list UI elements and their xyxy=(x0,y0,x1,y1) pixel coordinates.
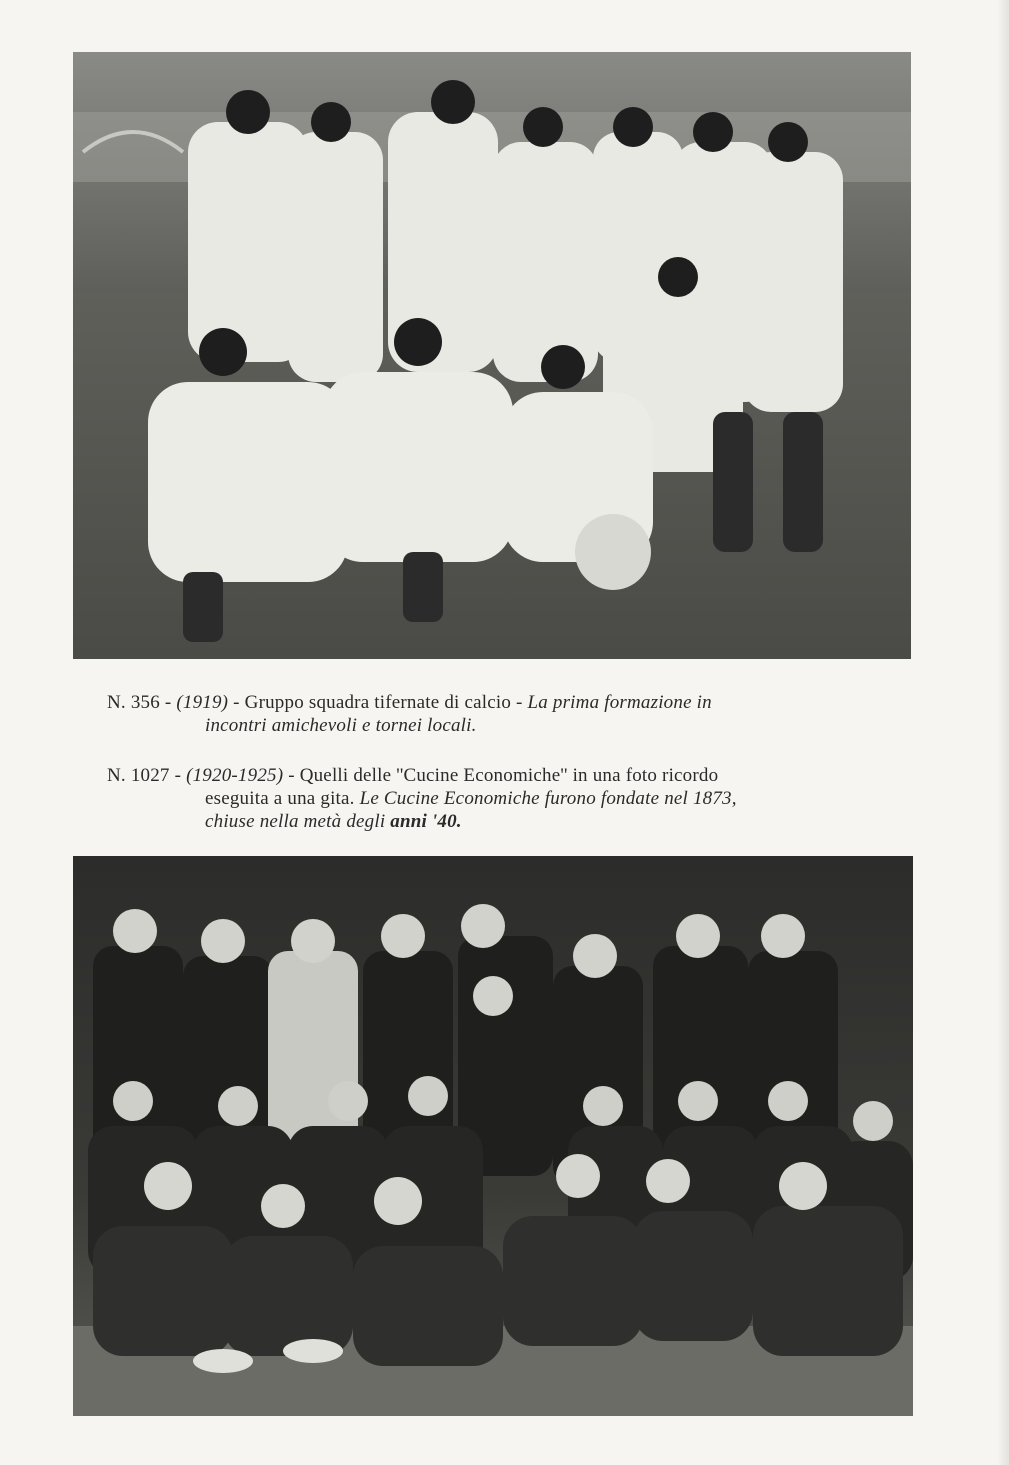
caption-1027-sep: - xyxy=(288,765,295,786)
caption-1027-italic-1: Le Cucine Economiche furono fondate nel 1873, xyxy=(359,788,737,809)
caption-1027-number: N. 1027 - xyxy=(107,765,182,786)
caption-356 xyxy=(107,691,887,737)
caption-356-number: N. 356 - xyxy=(107,692,172,713)
caption-1027-italic-2: chiuse nella metà degli xyxy=(205,811,386,832)
caption-356-italic-1: La prima formazione in xyxy=(527,692,712,713)
caption-1027-years: (1920-1925) xyxy=(186,765,284,786)
caption-1027-text-2: eseguita a una gita. xyxy=(205,788,355,809)
caption-356-italic-2: incontri amichevoli e tornei locali. xyxy=(205,715,477,736)
caption-356-text: Gruppo squadra tifernate di calcio - xyxy=(244,692,523,713)
caption-1027-text: Quelli delle ''Cucine Economiche'' in una foto ricordo xyxy=(299,765,719,786)
caption-1027-line-1 xyxy=(107,764,887,787)
page-edge-shadow xyxy=(997,0,1009,1465)
caption-1027-line-2 xyxy=(107,787,887,810)
caption-356-years: (1919) xyxy=(176,692,229,713)
photo-football-team-image xyxy=(73,52,911,659)
caption-1027 xyxy=(107,764,887,833)
caption-356-sep: - xyxy=(233,692,240,713)
caption-1027-line-3 xyxy=(107,810,887,833)
photo-cucine-economiche-image xyxy=(73,856,913,1416)
caption-1027-bold-italic: anni '40. xyxy=(390,811,462,832)
caption-356-line-1 xyxy=(107,691,887,714)
photo-football-team xyxy=(73,52,911,659)
photo-cucine-economiche xyxy=(73,856,913,1416)
